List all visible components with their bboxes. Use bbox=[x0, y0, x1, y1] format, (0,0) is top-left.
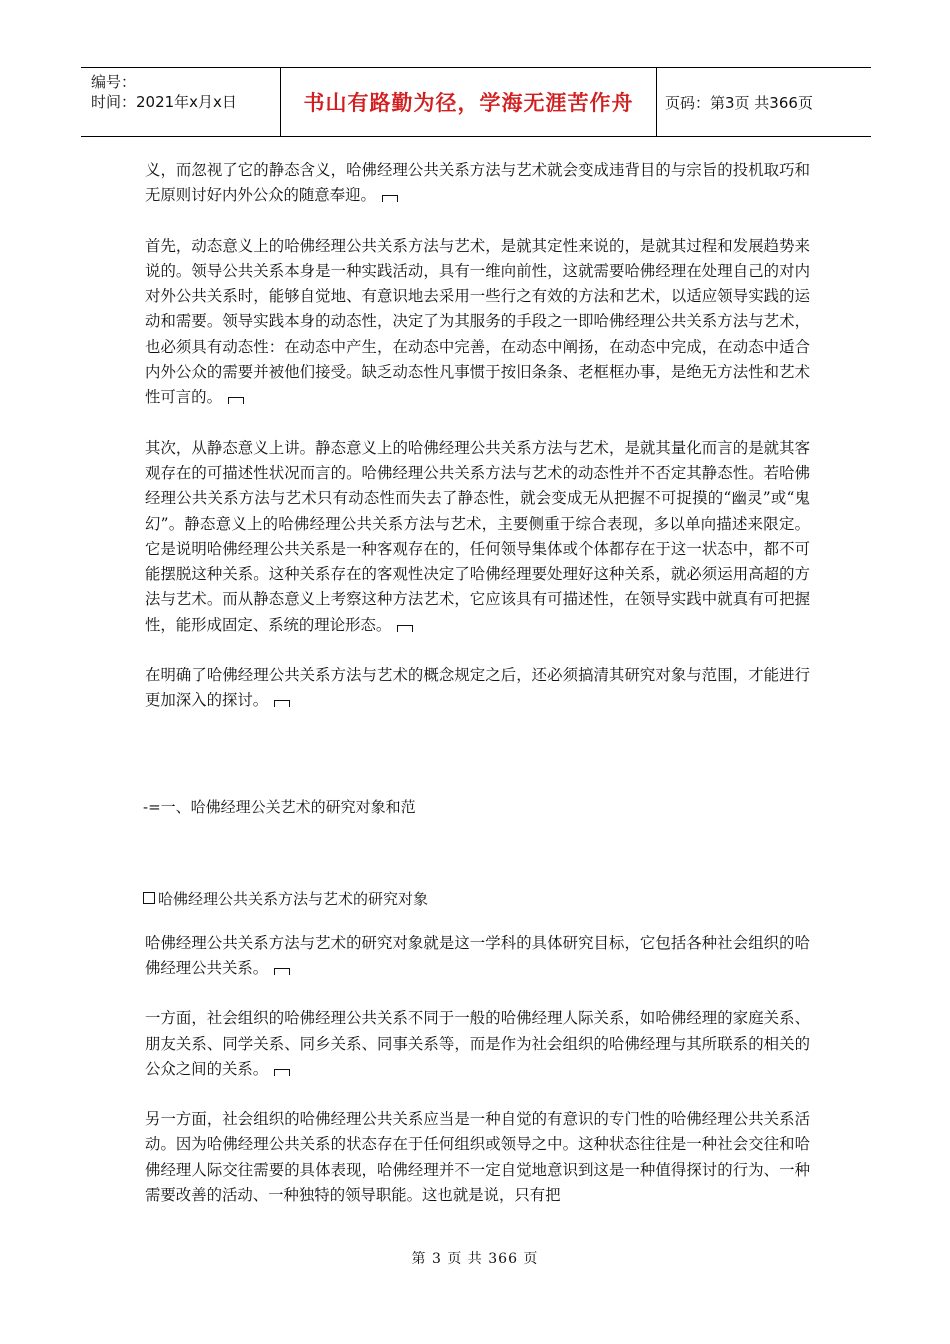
paragraph-1: 义，而忽视了它的静态含义，哈佛经理公共关系方法与艺术就会变成违背目的与宗旨的投机取巧和无原则讨好内外公众的随意奉迎。 bbox=[145, 161, 810, 205]
section-heading: -=一、哈佛经理公关艺术的研究对象和范 bbox=[143, 797, 416, 816]
paragraph-mark-icon bbox=[274, 968, 290, 975]
paragraph-mark-icon bbox=[274, 1069, 290, 1076]
paragraph-mark-icon bbox=[382, 195, 398, 202]
page-header bbox=[81, 67, 871, 137]
header-meta bbox=[81, 68, 281, 136]
checkbox-glyph-icon bbox=[143, 892, 155, 904]
subheading: 哈佛经理公共关系方法与艺术的研究对象 bbox=[143, 888, 810, 910]
header-motto: 书山有路勤为径，学海无涯苦作舟 bbox=[281, 68, 657, 136]
paragraph-mark-icon bbox=[228, 397, 244, 404]
paragraph-7: 另一方面，社会组织的哈佛经理公共关系应当是一种自觉的有意识的专门性的哈佛经理公共关系活动。因为哈佛经理公共关系的状态存在于任何组织或领导之中。这种状态往往是一种社会交往和哈佛经理人际交往需要的具体表现，哈佛经理并不一定自觉地意识到这是一种值得探讨的行为、一种需要改善的活动、一种独特的领导职能。这也就是说，只有把 bbox=[145, 1110, 810, 1205]
header-date: 时间：2021年x月x日 bbox=[91, 93, 237, 111]
paragraph-6: 一方面，社会组织的哈佛经理公共关系不同于一般的哈佛经理人际关系，如哈佛经理的家庭关系、朋友关系、同学关系、同乡关系、同事关系等，而是作为社会组织的哈佛经理与其所联系的相关的公众之间的关系。 bbox=[145, 1009, 810, 1078]
paragraph-mark-icon bbox=[274, 700, 290, 707]
document-body bbox=[145, 158, 810, 1208]
paragraph-mark-icon bbox=[397, 625, 413, 632]
header-page-number: 页码：第3页 共366页 bbox=[665, 93, 813, 112]
paragraph-4: 在明确了哈佛经理公共关系方法与艺术的概念规定之后，还必须搞清其研究对象与范围，才能进行更加深入的探讨。 bbox=[145, 666, 810, 710]
page-footer: 第 3 页 共 366 页 bbox=[411, 1251, 539, 1267]
paragraph-5: 哈佛经理公共关系方法与艺术的研究对象就是这一学科的具体研究目标，它包括各种社会组织的哈佛经理公共关系。 bbox=[145, 933, 810, 977]
paragraph-2: 首先，动态意义上的哈佛经理公共关系方法与艺术，是就其定性来说的，是就其过程和发展趋势来说的。领导公共关系本身是一种实践活动，具有一维向前性，这就需要哈佛经理在处理自己的对内对外公共关系时，能够自觉地、有意识地去采用一些行之有效的方法和艺术，以适应领导实践的运动和需要。领导实践本身的动态性，决定了为其服务的手段之一即哈佛经理公共关系方法与艺术，也必须具有动态性：在动态中产生，在动态中完善，在动态中阐扬，在动态中完成，在动态中适合内外公众的需要并被他们接受。缺乏动态性凡事惯于按旧条条、老框框办事，是绝无方法性和艺术性可言的。 bbox=[145, 236, 810, 407]
paragraph-3: 其次，从静态意义上讲。静态意义上的哈佛经理公共关系方法与艺术，是就其量化而言的是就其客观存在的可描述性状况而言的。哈佛经理公共关系方法与艺术的动态性并不否定其静态性。若哈佛经理公共关系方法与艺术只有动态性而失去了静态性，就会变成无从把握不可捉摸的“幽灵”或“鬼幻”。静态意义上的哈佛经理公共关系方法与艺术，主要侧重于综合表现，多以单向描述来限定。它是说明哈佛经理公共关系是一种客观存在的，任何领导集体或个体都存在于这一状态中，都不可能摆脱这种关系。这种关系存在的客观性决定了哈佛经理要处理好这种关系，就必须运用高超的方法与艺术。而从静态意义上考察这种方法艺术，它应该具有可描述性，在领导实践中就真有可把握性，能形成固定、系统的理论形态。 bbox=[145, 438, 810, 634]
header-number: 编号： bbox=[91, 73, 137, 91]
